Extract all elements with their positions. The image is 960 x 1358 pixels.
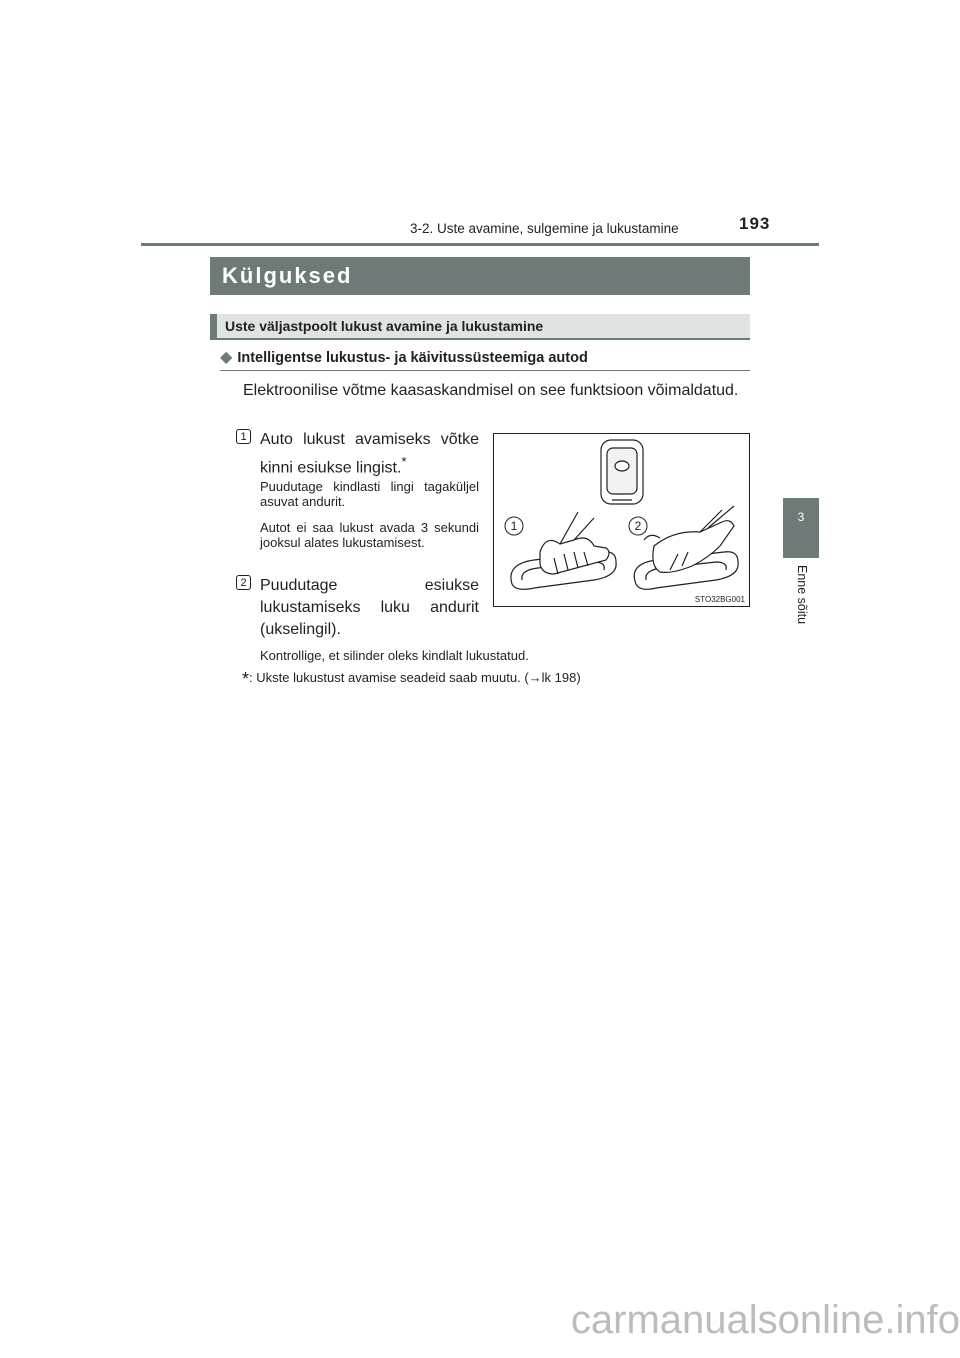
step-1-number: 1 bbox=[236, 429, 251, 444]
page-number: 193 bbox=[739, 214, 771, 233]
subsection-title: Uste väljastpoolt lukust avamine ja lukustamine bbox=[210, 314, 750, 340]
step-2-number: 2 bbox=[236, 575, 251, 590]
step-1-note-1: Puudutage kindlasti lingi tagaküljel asuvat andurit. bbox=[260, 479, 479, 509]
diamond-icon: ◆ bbox=[220, 349, 233, 366]
step-1-note-2: Autot ei saa lukust avada 3 sekundi jooksul alates lukustamisest. bbox=[260, 520, 479, 550]
figure-code: STO32BG001 bbox=[694, 595, 745, 604]
footnote-star: * bbox=[242, 669, 250, 689]
smart-key-icon bbox=[601, 440, 643, 504]
footnote-ref: lk 198) bbox=[541, 670, 581, 685]
figure-label-1-icon bbox=[505, 517, 523, 535]
chapter-label: Enne sõitu bbox=[795, 565, 809, 625]
door-handle-1-icon bbox=[511, 512, 616, 589]
heading-rule bbox=[220, 370, 750, 371]
cylinder-note: Kontrollige, et silinder oleks kindlalt lukustatud. bbox=[260, 648, 529, 663]
footnote bbox=[242, 669, 581, 690]
door-handle-illustration bbox=[494, 434, 749, 606]
model-heading-text: Intelligentse lukustus- ja käivitussüsteemiga autod bbox=[237, 350, 588, 366]
model-heading bbox=[220, 347, 588, 367]
figure-label-1: 1 bbox=[510, 519, 518, 533]
step-2-text: Puudutage esiukse lukustamiseks luku andurit (ukselingil). bbox=[260, 577, 479, 638]
door-handle-2-icon bbox=[634, 506, 738, 589]
footnote-text: : Ukste lukustust avamise seadeid saab muutu. ( bbox=[249, 670, 529, 685]
door-handle-figure bbox=[493, 433, 750, 607]
arrow-right-icon: → bbox=[528, 670, 542, 685]
step-1-text bbox=[260, 429, 479, 479]
watermark: carmanualsonline.info bbox=[570, 1298, 960, 1342]
section-title: Külguksed bbox=[210, 257, 750, 295]
figure-label-2-icon bbox=[629, 517, 647, 535]
chapter-tab: 3 bbox=[783, 498, 819, 558]
figure-label-2: 2 bbox=[634, 519, 642, 533]
header-rule bbox=[141, 243, 819, 246]
footnote-marker: * bbox=[401, 454, 407, 469]
header-section-title: 3-2. Uste avamine, sulgemine ja lukustamine bbox=[410, 221, 679, 236]
intro-paragraph: Elektroonilise võtme kaasaskandmisel on see funktsioon võimaldatud. bbox=[243, 382, 739, 399]
step-1-text-content: Auto lukust avamiseks võtke kinni esiukse lingist. bbox=[260, 431, 479, 477]
